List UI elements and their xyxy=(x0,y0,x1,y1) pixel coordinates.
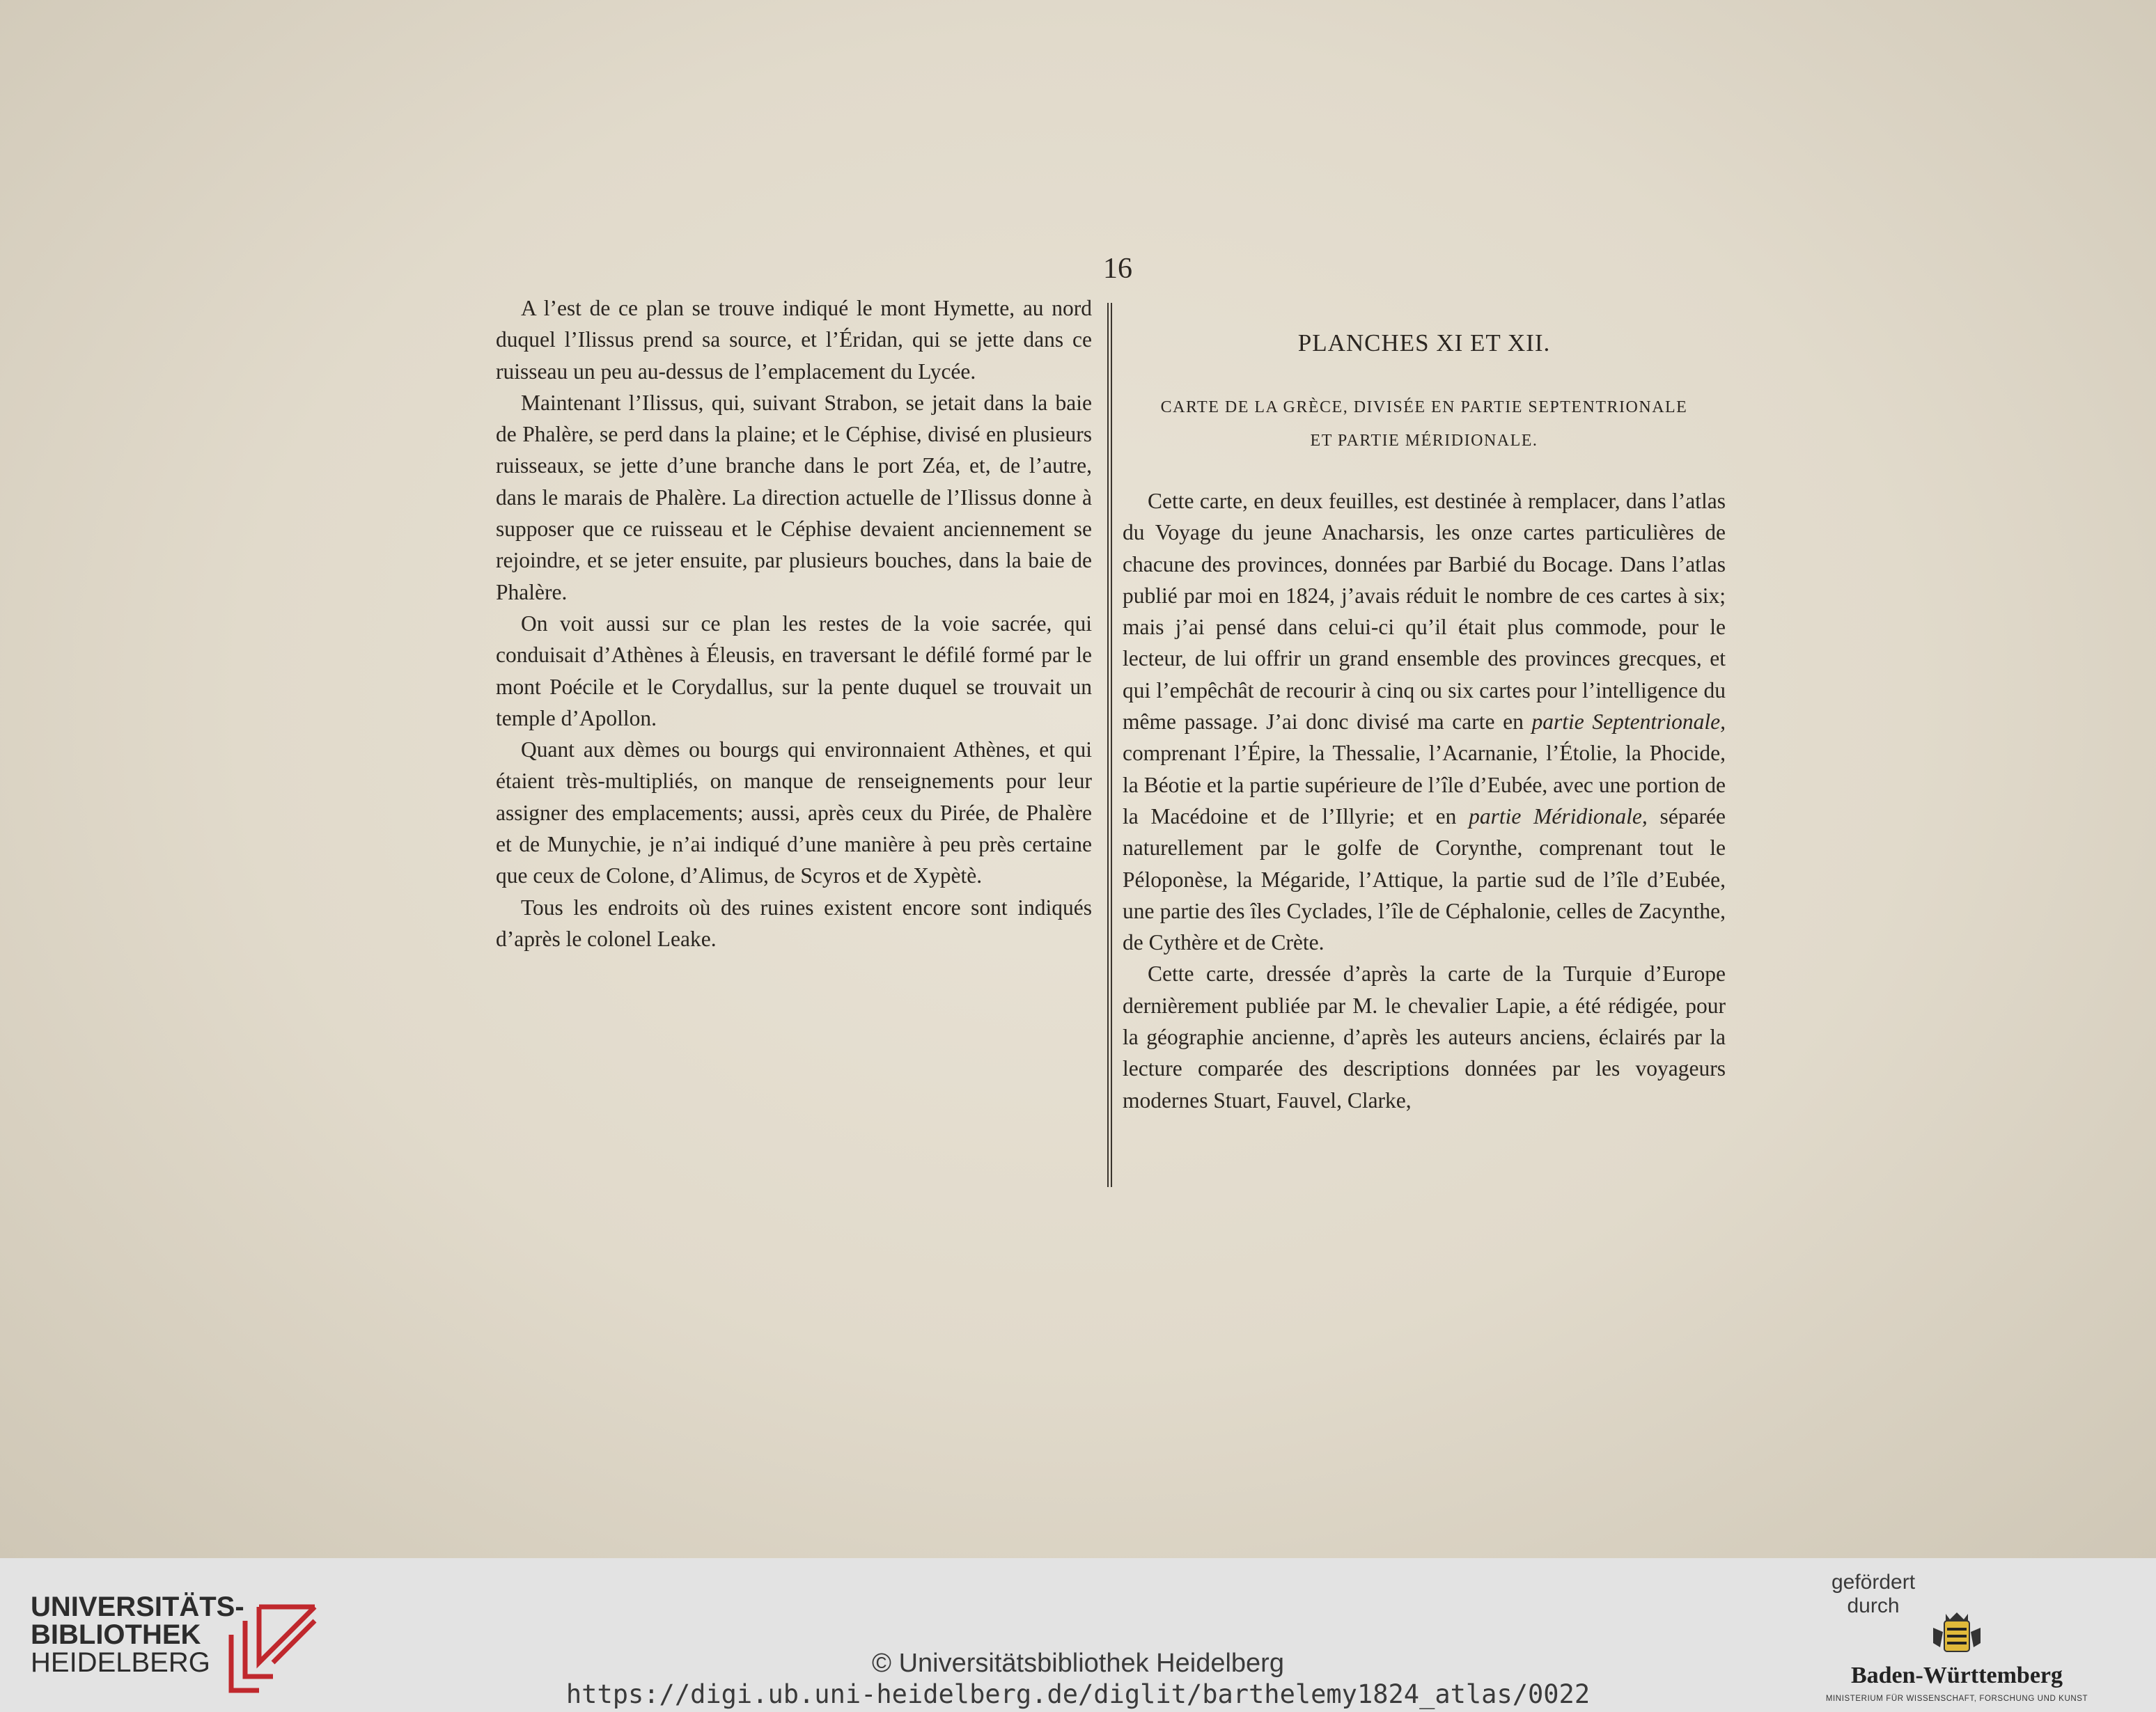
right-text-column xyxy=(1123,327,1726,1116)
paragraph: Tous les endroits où des ruines existent encore sont indiqués d’après le colonel Leake. xyxy=(496,895,1092,951)
library-line1: UNIVERSITÄTS- xyxy=(31,1592,244,1622)
library-line2: BIBLIOTHEK xyxy=(31,1619,201,1650)
library-line3: HEIDELBERG xyxy=(31,1647,210,1678)
permalink[interactable]: https://digi.ub.uni-heidelberg.de/diglit/barthelemy1824_atlas/0022 xyxy=(565,1679,1591,1709)
page-number: 16 xyxy=(1103,253,1132,285)
plate-subheading xyxy=(1123,391,1726,457)
copyright-notice: © Universitätsbibliothek Heidelberg xyxy=(872,1649,1284,1678)
left-text-column xyxy=(496,292,1092,955)
paragraph xyxy=(1123,485,1726,958)
sponsor-name: Baden-Württemberg xyxy=(1850,1663,2063,1688)
viewer-footer xyxy=(0,1558,2156,1712)
column-divider xyxy=(1107,303,1112,1187)
text-run: Cette carte, en deux feuilles, est destinée à remplacer, dans l’atlas du Voyage du jeune Anacharsis, les onze cartes particulières de chacune des provinces, données par Barbié du Bocage. Dans l’atlas publié par moi en 1824, j’avais réduit le nombre de ces cartes à six; mais j’ai pensé dans celui-ci qu’il était plus commode, pour le lecteur, de lui offrir un grand ensemble des provinces grecques, et qui l’empêchât de recourir à cinq ou six cartes pour l’intelligence du même passage. J’ai donc divisé ma carte en xyxy=(1123,489,1726,735)
text-run: comprenant l’Épire, la Thessalie, l’Acarnanie, l’Étolie, la Phocide, la Béotie et la partie supérieure de l’île d’Eubée, avec une portion de la Macédoine et de l’Illyrie; et en xyxy=(1123,741,1726,828)
paragraph: Quant aux dèmes ou bourgs qui environnaient Athènes, et qui étaient très-multipliés, on manque de renseignements pour leur assigner des emplacements; aussi, après ceux du Pirée, de Phalère et de Munychie, je n’ai indiqué d’une manière à peu près certaine que ceux de Colone, d’Alimus, de Scyros et de Xypètè. xyxy=(496,737,1092,888)
text-run: séparée naturellement par le golfe de Corynthe, comprenant tout le Péloponèse, la Mégaride, l’Attique, la partie sud de l’île d’Eubée, une partie des îles Cyclades, l’île de Céphalonie, celles de Zacynthe, de Cythère et de Crète. xyxy=(1123,803,1726,955)
state-crest-icon xyxy=(1929,1607,1985,1663)
italic-term: partie Méridionale, xyxy=(1469,803,1648,828)
paragraph: Cette carte, dressée d’après la carte de la Turquie d’Europe dernièrement publiée par M. le chevalier Lapie, a été rédigée, pour la géographie ancienne, d’après les auteurs anciens, éclairés par la lecture comparée des descriptions données par les voyageurs modernes Stuart, Fauvel, Clarke, xyxy=(1123,961,1726,1113)
paragraph: On voit aussi sur ce plan les restes de la voie sacrée, qui conduisait d’Athènes à Éleusis, en traversant le défilé formé par le mont Poécile et le Corydallus, sur la pente duquel se trouvait un temple d’Apollon. xyxy=(496,611,1092,730)
sponsor-label: gefördert durch xyxy=(1831,1571,1916,1617)
plate-subheading-line1: CARTE DE LA GRÈCE, DIVISÉE EN PARTIE SEPTENTRIONALE xyxy=(1160,398,1688,416)
italic-term: partie Septentrionale, xyxy=(1531,709,1726,735)
plate-heading: PLANCHES XI ET XII. xyxy=(1297,329,1551,356)
sponsor-ministry: MINISTERIUM FÜR WISSENSCHAFT, FORSCHUNG UND KUNST xyxy=(1825,1695,2088,1703)
paragraph: A l’est de ce plan se trouve indiqué le mont Hymette, au nord duquel l’Ilissus prend sa source, et l’Éridan, qui se jette dans ce ruisseau un peu au-dessus de l’emplacement du Lycée. xyxy=(496,296,1092,384)
plate-subheading-line2: ET PARTIE MÉRIDIONALE. xyxy=(1310,432,1538,450)
paragraph: Maintenant l’Ilissus, qui, suivant Strabon, se jetait dans la baie de Phalère, se perd dans la plaine; et le Céphise, divisé en plusieurs ruisseaux, se jette d’une branche dans le port Zéa, et, de l’autre, dans le marais de Phalère. La direction actuelle de l’Ilissus donne à supposer que ce ruisseau et le Céphise devaient anciennement se rejoindre, et se jeter ensuite, par plusieurs bouches, dans la baie de Phalère. xyxy=(496,390,1092,604)
